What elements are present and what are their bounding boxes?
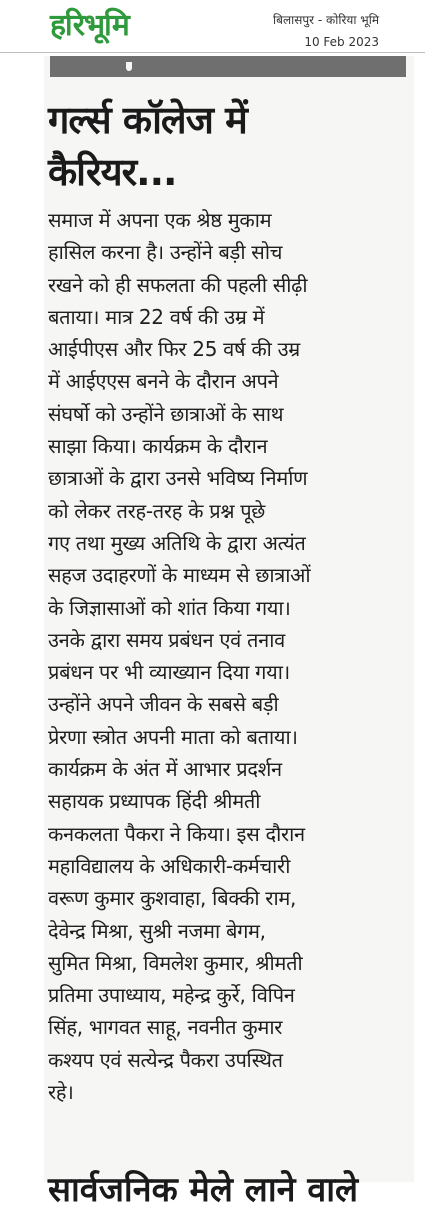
edition-date: 10 Feb 2023 (304, 35, 379, 49)
photo-strip-mark (126, 62, 132, 71)
next-headline-text: सार्वजनिक मेले लाने वाले (48, 1170, 359, 1210)
body-line: सहज उदाहरणों के माध्यम से छात्राओं (48, 563, 311, 588)
body-line: कश्यप एवं सत्येन्द्र पैकरा उपस्थित (48, 1047, 283, 1072)
body-line: सुमित मिश्रा, विमलेश कुमार, श्रीमती (48, 950, 303, 975)
body-line: संघर्षो को उन्होंने छात्राओं के साथ (48, 401, 284, 426)
body-line: रहे। (48, 1080, 74, 1105)
edition-info (179, 9, 379, 53)
body-line: में आईएएस बनने के दौरान अपने (48, 369, 279, 394)
body-line: साझा किया। कार्यक्रम के दौरान (48, 434, 268, 459)
headline-line-2: कैरियर... (48, 150, 177, 194)
body-line: बताया। मात्र 22 वर्ष की उम्र में (48, 304, 265, 329)
body-line: उन्होंने अपने जीवन के सबसे बड़ी (48, 692, 279, 717)
next-article-headline (48, 1168, 410, 1210)
body-line: महाविद्यालय के अधिकारी-कर्मचारी (48, 853, 291, 878)
body-line: सहायक प्रध्यापक हिंदी श्रीमती (48, 789, 261, 814)
body-line: कनकलता पैकरा ने किया। इस दौरान (48, 821, 305, 846)
body-line: प्रेरणा स्त्रोत अपनी माता को बताया। (48, 724, 298, 749)
newspaper-logo: हरिभूमि (50, 8, 129, 43)
body-line: उनके द्वारा समय प्रबंधन एवं तनाव (48, 627, 285, 652)
body-line: सिंह, भागवत साहू, नवनीत कुमार (48, 1015, 283, 1040)
body-line: गए तथा मुख्य अतिथि के द्वारा अत्यंत (48, 530, 306, 555)
body-line: आईपीएस और फिर 25 वर्ष की उम्र (48, 337, 300, 362)
body-line: प्रतिमा उपाध्याय, महेन्द्र कुर्रे, विपिन (48, 983, 295, 1008)
body-line: को लेकर तरह-तरह के प्रश्न पूछे (48, 498, 266, 523)
body-line: के जिज्ञासाओं को शांत किया गया। (48, 595, 291, 620)
body-line: छात्राओं के द्वारा उनसे भविष्य निर्माण (48, 466, 308, 491)
body-line: समाज में अपना एक श्रेष्ठ मुकाम (48, 208, 272, 232)
article-headline (48, 94, 410, 198)
body-line: रखने को ही सफलता की पहली सीढ़ी (48, 272, 308, 297)
body-line: देवेन्द्र मिश्रा, सुश्री नजमा बेगम, (48, 918, 266, 943)
photo-strip (50, 56, 406, 77)
body-line: वरूण कुमार कुशवाहा, बिक्की राम, (48, 886, 297, 911)
body-line: कार्यक्रम के अंत में आभार प्रदर्शन (48, 757, 282, 782)
body-line: हासिल करना है। उन्होंने बड़ी सोच (48, 240, 283, 265)
edition-name: बिलासपुर - कोरिया भूमि (273, 13, 379, 27)
body-line: प्रबंधन पर भी व्याख्यान दिया गया। (48, 660, 290, 685)
headline-line-1: गर्ल्स कॉलेज में (48, 98, 247, 142)
article-clipping (44, 56, 414, 1210)
masthead (0, 0, 425, 53)
article-body (48, 204, 414, 1108)
